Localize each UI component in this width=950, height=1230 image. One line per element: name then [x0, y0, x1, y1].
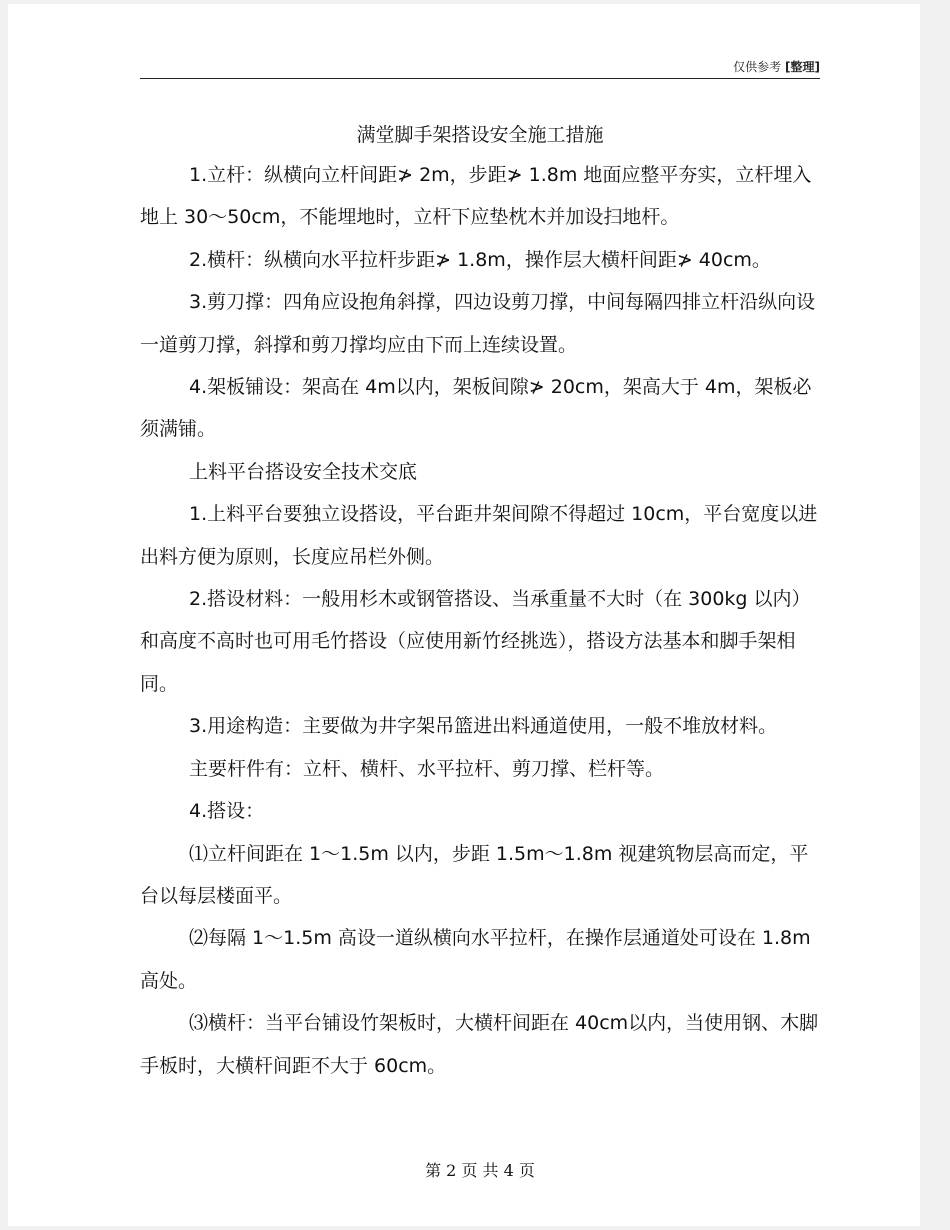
paragraph: ⑵每隔 1～1.5m 高设一道纵横向水平拉杆，在操作层通道处可设在 1.8m 高处。	[140, 927, 811, 992]
header-note: 仅供参考	[733, 60, 782, 74]
paragraph: ⑴立杆间距在 1～1.5m 以内，步距 1.5m～1.8m 视建筑物层高而定，平台以每层楼面平。	[140, 842, 809, 907]
paragraph: 4.架板铺设：架高在 4m以内，架板间隙≯ 20cm，架高大于 4m，架板必须满铺。	[140, 376, 812, 441]
paragraph: ⑶横杆：当平台铺设竹架板时，大横杆间距在 40cm以内，当使用钢、木脚手板时，大横杆间距不大于 60cm。	[140, 1012, 819, 1077]
paragraph: 2.搭设材料：一般用杉木或钢管搭设、当承重量不大时（在 300kg 以内）和高度不高时也可用毛竹搭设（应使用新竹经挑选），搭设方法基本和脚手架相同。	[140, 588, 811, 695]
section-heading: 上料平台搭设安全技术交底	[189, 460, 418, 483]
paragraph: 2.横杆：纵横向水平拉杆步距≯ 1.8m，操作层大横杆间距≯ 40cm。	[189, 248, 771, 271]
document-body	[140, 154, 820, 1087]
page-number-footer: 第 2 页 共 4 页	[425, 1161, 535, 1180]
paragraph: 3.剪刀撑：四角应设抱角斜撑，四边设剪刀撑，中间每隔四排立杆沿纵向设一道剪刀撑，斜撑和剪刀撑均应由下而上连续设置。	[140, 291, 816, 356]
paragraph: 1.上料平台要独立设搭设，平台距井架间隙不得超过 10cm，平台宽度以进出料方便为原则，长度应吊栏外侧。	[140, 503, 818, 568]
document-page	[8, 4, 920, 1226]
page-header	[140, 58, 820, 75]
document-title: 满堂脚手架搭设安全施工措施	[356, 124, 604, 146]
paragraph: 主要杆件有：立杆、横杆、水平拉杆、剪刀撑、栏杆等。	[189, 757, 665, 780]
header-bracket-note: [整理]	[785, 60, 820, 74]
paragraph: 4.搭设：	[189, 800, 265, 823]
paragraph: 1.立杆：纵横向立杆间距≯ 2m，步距≯ 1.8m 地面应整平夯实，立杆埋入地上 30～50cm，不能埋地时，立杆下应垫枕木并加设扫地杆。	[140, 164, 812, 229]
paragraph: 3.用途构造：主要做为井字架吊篮进出料通道使用，一般不堆放材料。	[189, 715, 778, 738]
header-divider	[140, 78, 820, 79]
